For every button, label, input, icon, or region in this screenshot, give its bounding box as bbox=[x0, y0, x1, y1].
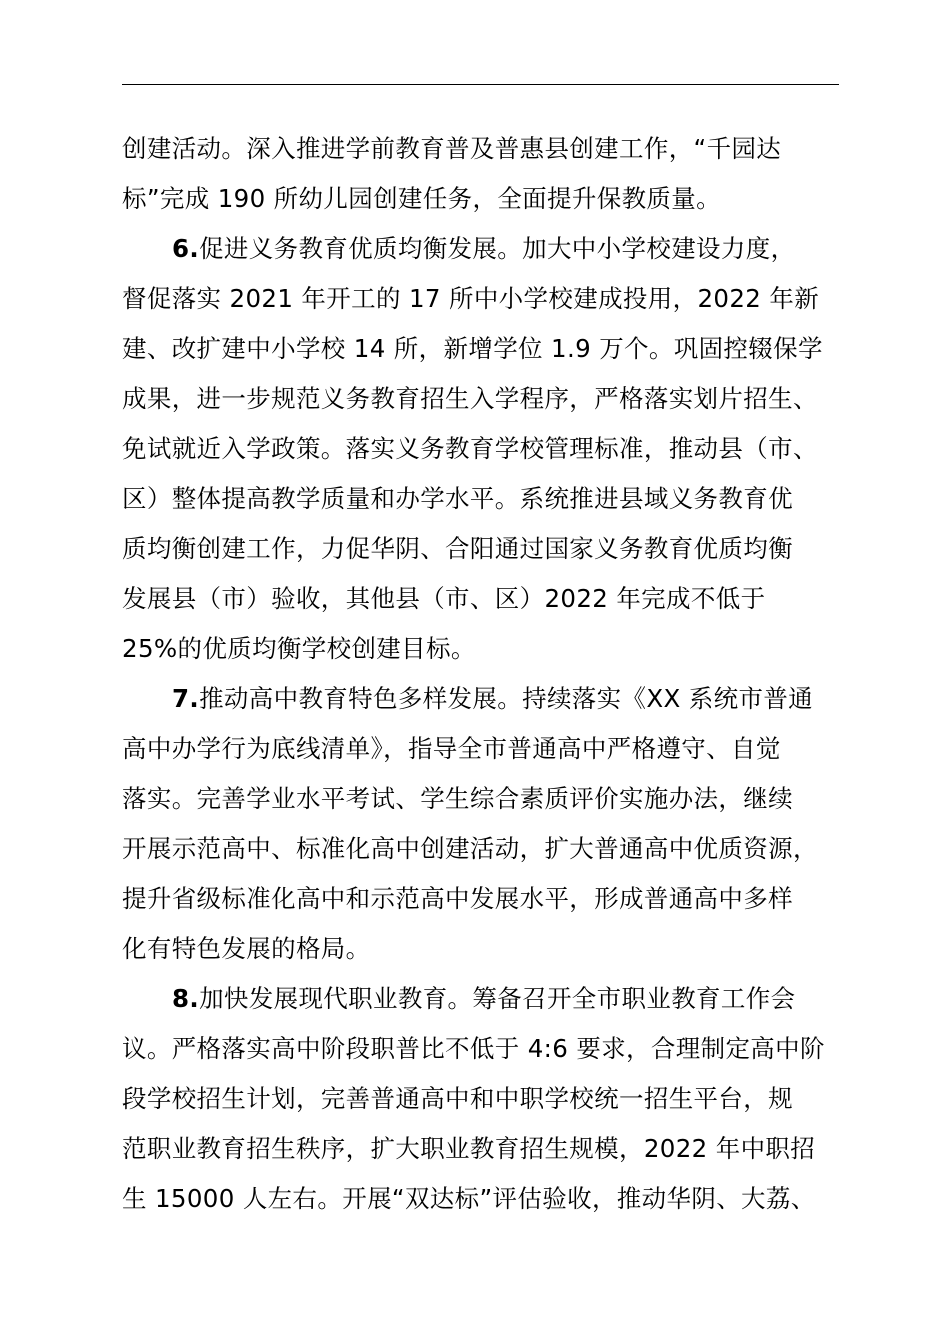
text-line: 加快发展现代职业教育。筹备召开全市职业教育工作会 bbox=[199, 984, 796, 1013]
text-line: 高中办学行为底线清单》，指导全市普通高中严格遵守、自觉 bbox=[122, 734, 781, 763]
text-line: 段学校招生计划，完善普通高中和中职学校统一招生平台，规 bbox=[122, 1084, 793, 1113]
text-line: 落实。完善学业水平考试、学生综合素质评价实施办法，继续 bbox=[122, 784, 793, 813]
item-number-6: 6. bbox=[172, 234, 200, 263]
paragraph-7-first-line bbox=[172, 682, 892, 716]
text-line: 25%的优质均衡学校创建目标。 bbox=[122, 634, 476, 663]
text-line: 推动高中教育特色多样发展。持续落实《XX 系统市普通 bbox=[199, 684, 814, 713]
header-rule bbox=[122, 84, 839, 85]
text-line: 区）整体提高教学质量和办学水平。系统推进县域义务教育优 bbox=[122, 484, 793, 513]
item-number-8: 8. bbox=[172, 984, 200, 1013]
text-line: 成果，进一步规范义务教育招生入学程序，严格落实划片招生、 bbox=[122, 384, 818, 413]
text-line: 开展示范高中、标准化高中创建活动，扩大普通高中优质资源， bbox=[122, 834, 818, 863]
text-line: 创建活动。深入推进学前教育普及普惠县创建工作，“千园达 bbox=[122, 134, 782, 163]
text-line: 标”完成 190 所幼儿园创建任务，全面提升保教质量。 bbox=[122, 184, 721, 213]
text-line: 督促落实 2021 年开工的 17 所中小学校建成投用，2022 年新 bbox=[122, 284, 820, 313]
text-line: 建、改扩建中小学校 14 所，新增学位 1.9 万个。巩固控辍保学 bbox=[122, 334, 823, 363]
text-line: 免试就近入学政策。落实义务教育学校管理标准，推动县（市、 bbox=[122, 434, 818, 463]
text-line: 范职业教育招生秩序，扩大职业教育招生规模，2022 年中职招 bbox=[122, 1134, 816, 1163]
text-line: 化有特色发展的格局。 bbox=[122, 934, 371, 963]
text-line: 议。严格落实高中阶段职普比不低于 4:6 要求，合理制定高中阶 bbox=[122, 1034, 825, 1063]
paragraph-6-first-line bbox=[172, 232, 892, 266]
text-line: 质均衡创建工作，力促华阴、合阳通过国家义务教育优质均衡 bbox=[122, 534, 793, 563]
text-line: 提升省级标准化高中和示范高中发展水平，形成普通高中多样 bbox=[122, 884, 793, 913]
paragraph-8-first-line bbox=[172, 982, 892, 1016]
text-line: 促进义务教育优质均衡发展。加大中小学校建设力度， bbox=[199, 234, 796, 263]
item-number-7: 7. bbox=[172, 684, 200, 713]
text-line: 发展县（市）验收，其他县（市、区）2022 年完成不低于 bbox=[122, 584, 766, 613]
text-line: 生 15000 人左右。开展“双达标”评估验收，推动华阴、大荔、 bbox=[122, 1184, 816, 1213]
